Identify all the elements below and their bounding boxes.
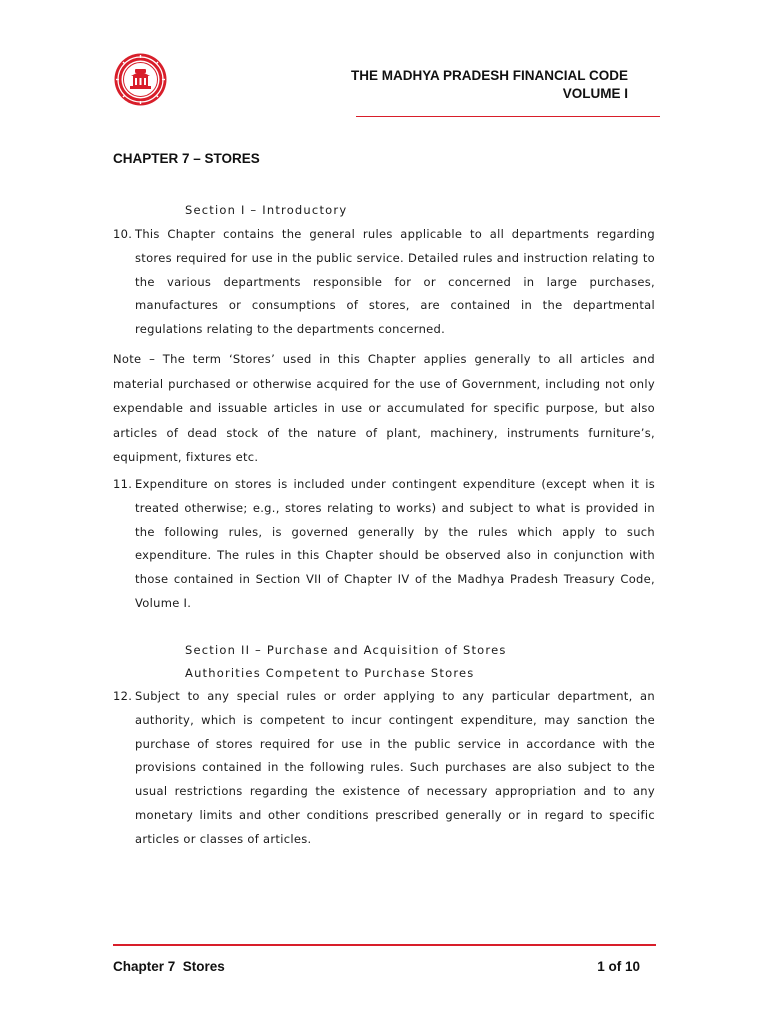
chapter-title: CHAPTER 7 – STORES [113, 151, 260, 166]
footer-page-number: 1 of 10 [597, 959, 640, 974]
paragraph-number: 11. [113, 477, 133, 491]
header-divider [356, 116, 660, 117]
footer-chapter-label: Chapter 7 Stores [113, 959, 225, 974]
paragraph-number: 12. [113, 689, 133, 703]
paragraph-12 [113, 685, 655, 852]
section-2-heading: Section II – Purchase and Acquisition of Stores [185, 643, 507, 657]
section-1-heading: Section I – Introductory [185, 203, 348, 217]
header-title-line2: VOLUME I [562, 86, 628, 101]
paragraph-11 [113, 473, 655, 616]
footer-divider [113, 944, 656, 946]
paragraph-text: Expenditure on stores is included under contingent expenditure (except when it is treated otherwise; e.g., stores relating to works) and subject to what is provided in the following rules, is governed generally by the rules which apply to such expenditure. The rules in this Chapter should be observed also in conjunction with those contained in Section VII of Chapter IV of the Madhya Pradesh Treasury Code, Volume I. [135, 477, 655, 610]
paragraph-text: This Chapter contains the general rules applicable to all departments regarding stores required for use in the public service. Detailed rules and instruction relating to the various departments responsible for or concerned in large purchases, manufactures or consumptions of stores, are contained in the departmental regulations relating to the departments concerned. [135, 227, 655, 337]
paragraph-number: 10. [113, 227, 133, 241]
section-2-subheading: Authorities Competent to Purchase Stores [185, 666, 475, 680]
paragraph-10 [113, 223, 655, 342]
header-title-line1: THE MADHYA PRADESH FINANCIAL CODE [350, 68, 628, 83]
note-paragraph: Note – The term ‘Stores’ used in this Chapter applies generally to all articles and material purchased or otherwise acquired for the use of Government, including not only expendable and issuable articles in use or accumulated for specific purpose, but also articles of dead stock of the nature of plant, machinery, instruments furniture’s, equipment, fixtures etc. [113, 352, 655, 464]
state-emblem-seal-icon [113, 52, 168, 107]
paragraph-text: Subject to any special rules or order applying to any particular department, an authority, which is competent to incur contingent expenditure, may sanction the purchase of stores required for use in the public service in accordance with the provisions contained in the following rules. Such purchases are also subject to the usual restrictions regarding the existence of necessary appropriation and to any monetary limits and other conditions prescribed generally or in regard to specific articles or classes of articles. [135, 689, 655, 846]
document-header-title [351, 67, 628, 103]
